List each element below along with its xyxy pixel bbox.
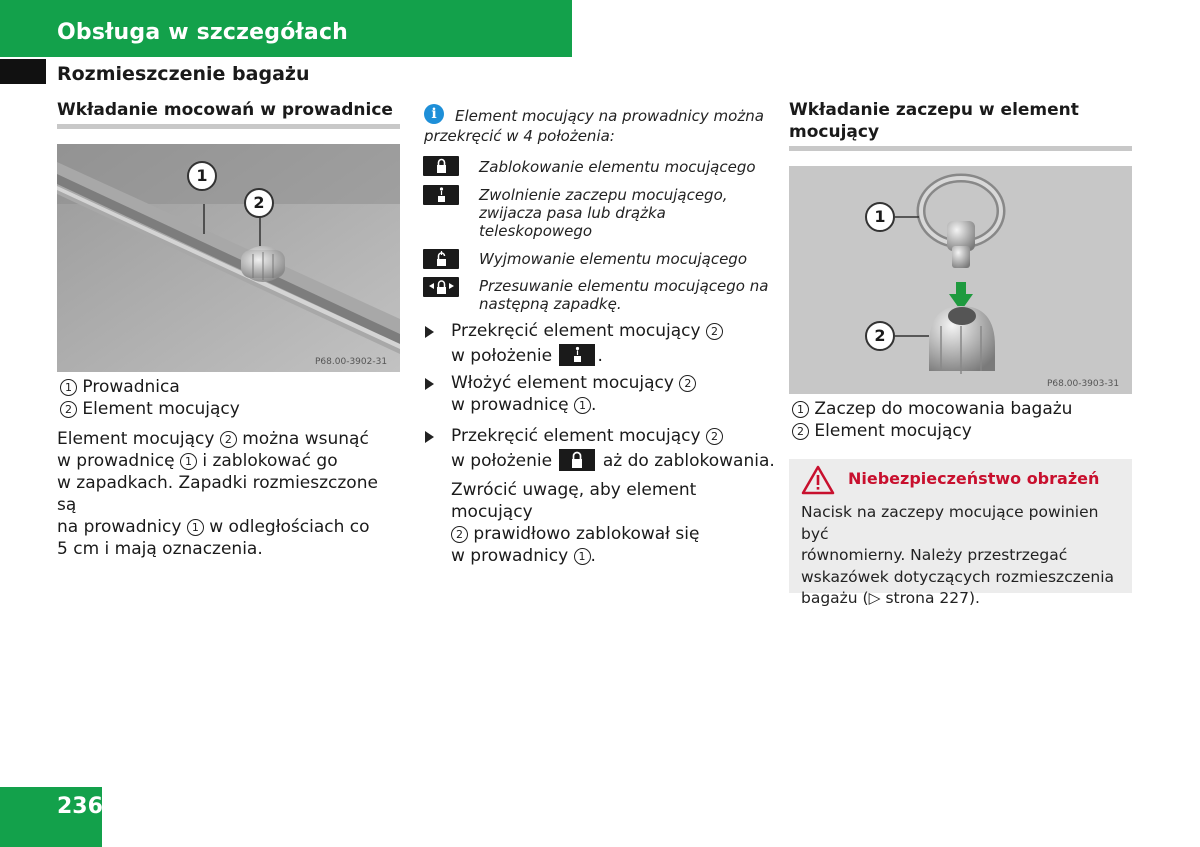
step-bullet bbox=[425, 326, 434, 338]
warning-box bbox=[789, 459, 1132, 607]
release-icon bbox=[423, 185, 459, 205]
section-marker bbox=[0, 59, 46, 84]
page-number: 236 bbox=[57, 794, 103, 819]
callout-1: 1 bbox=[865, 202, 895, 232]
legend-text: Element mocujący bbox=[82, 399, 240, 419]
position-text-4a: Przesuwanie elementu mocującego na bbox=[479, 277, 769, 295]
callout-2: 2 bbox=[244, 188, 274, 218]
lock-closed-icon bbox=[559, 449, 595, 471]
rail-illustration bbox=[57, 144, 400, 372]
legend-item-1 bbox=[792, 398, 1072, 420]
legend-number: 2 bbox=[792, 423, 809, 440]
info-line-1: Element mocujący na prowadnicy można bbox=[455, 107, 764, 125]
section-title: Rozmieszczenie bagażu bbox=[57, 63, 310, 85]
hook-figure bbox=[789, 166, 1132, 394]
step-2: Włożyć element mocujący 2 w prowadnicę 1 . bbox=[451, 372, 771, 416]
legend-number: 1 bbox=[792, 401, 809, 418]
figure-code: P68.00-3903-31 bbox=[1047, 379, 1120, 389]
info-line-2: przekręcić w 4 położenia: bbox=[424, 127, 615, 145]
legend-number: 2 bbox=[60, 401, 77, 418]
legend-item-1 bbox=[60, 376, 180, 398]
step-3: Przekręcić element mocujący 2 w położenie aż do zablokowania. bbox=[451, 426, 775, 471]
move-icon bbox=[423, 277, 459, 297]
hook-illustration bbox=[789, 166, 1132, 394]
position-text-2c: teleskopowego bbox=[479, 222, 593, 240]
step-bullet bbox=[425, 378, 434, 390]
step-note: Zwrócić uwagę, aby element mocujący 2 prawidłowo zablokował się w prowadnicy 1 . bbox=[451, 480, 700, 566]
col3-rule bbox=[789, 146, 1132, 151]
warning-title: Niebezpieczeństwo obrażeń bbox=[848, 469, 1100, 488]
col3-heading: Wkładanie zaczepu w element mocujący bbox=[789, 100, 1079, 142]
position-text-2a: Zwolnienie zaczepu mocującego, bbox=[479, 186, 728, 204]
legend-number: 1 bbox=[60, 379, 77, 396]
legend-item-2 bbox=[60, 398, 240, 420]
step-1: Przekręcić element mocujący 2 w położenie . bbox=[451, 320, 771, 367]
legend-text: Zaczep do mocowania bagażu bbox=[814, 399, 1073, 419]
col1-paragraph: Element mocujący 2 można wsunąć w prowadnicę 1 i zablokować go w zapadkach. Zapadki rozmieszczone są na prowadnicy 1 w odległościach co 5 cm i mają oznaczenia. bbox=[57, 429, 378, 559]
remove-icon bbox=[423, 249, 459, 269]
step-bullet bbox=[425, 431, 434, 443]
warning-triangle-icon bbox=[801, 465, 835, 495]
col1-heading: Wkładanie mocowań w prowadnice bbox=[57, 100, 393, 120]
position-text-2b: zwijacza pasa lub drążka bbox=[479, 204, 666, 222]
release-icon bbox=[559, 344, 595, 366]
position-text-3: Wyjmowanie elementu mocującego bbox=[479, 250, 748, 268]
legend-text: Prowadnica bbox=[82, 377, 180, 397]
warning-body: Nacisk na zaczepy mocujące powinien być równomierny. Należy przestrzegać wskazówek dotyczących rozmieszczenia bagażu (▷ strona 227). bbox=[801, 503, 1115, 607]
legend-item-2 bbox=[792, 420, 972, 442]
rail-figure bbox=[57, 144, 400, 372]
col1-rule bbox=[57, 124, 400, 129]
info-icon: i bbox=[424, 104, 444, 124]
position-text-4b: następną zapadkę. bbox=[479, 295, 622, 313]
callout-1: 1 bbox=[187, 161, 217, 191]
figure-code: P68.00-3902-31 bbox=[315, 357, 388, 367]
position-text-1: Zablokowanie elementu mocującego bbox=[479, 158, 756, 176]
lock-closed-icon bbox=[423, 156, 459, 176]
legend-text: Element mocujący bbox=[814, 421, 972, 441]
callout-2: 2 bbox=[865, 321, 895, 351]
header-title: Obsługa w szczegółach bbox=[57, 20, 349, 45]
